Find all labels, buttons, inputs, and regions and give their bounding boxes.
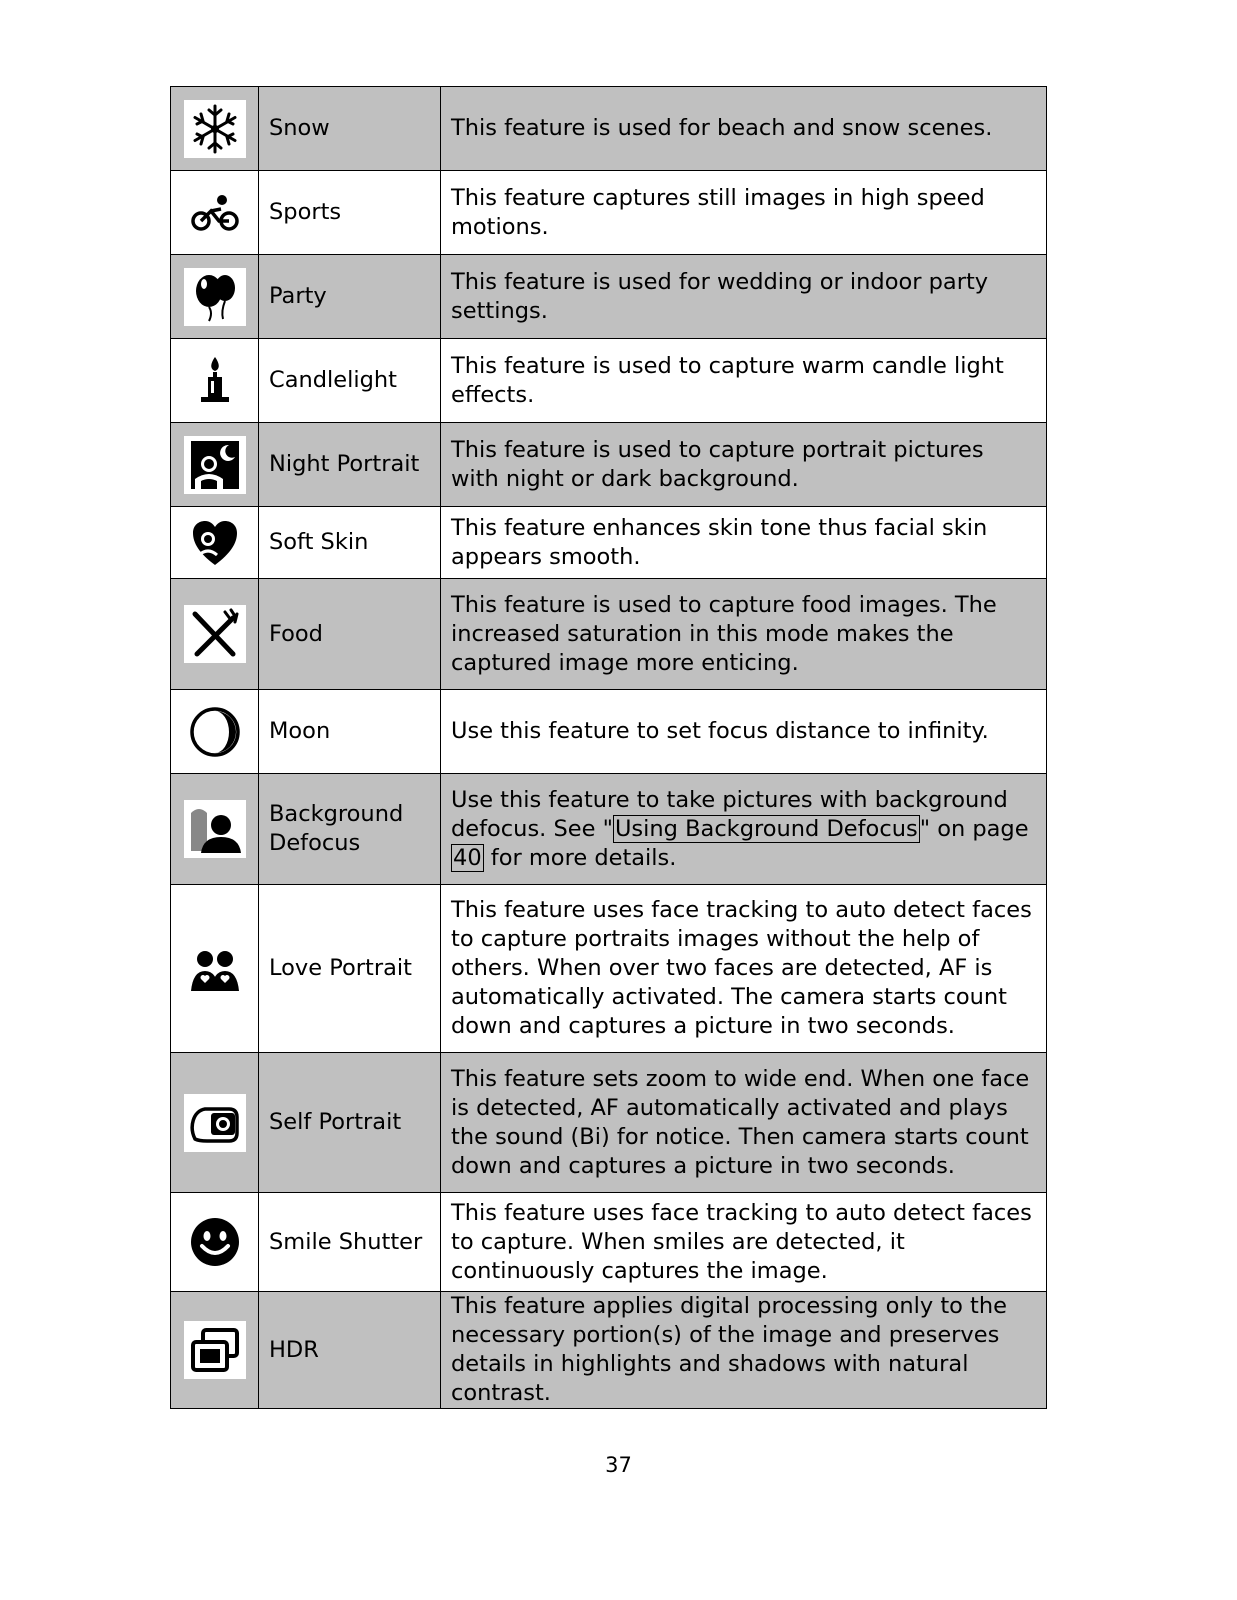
mode-description: This feature uses face tracking to auto detect faces to capture portraits images without the help of others. When over two faces are detected, AF is automatically activated. The camera starts count down and captures a picture in two seconds. — [441, 885, 1047, 1053]
love-portrait-icon — [184, 940, 246, 998]
description-text: Use this feature to take pictures with background defocus. See " — [451, 786, 1008, 842]
mode-name: Party — [259, 255, 441, 339]
cyclist-icon — [184, 184, 246, 242]
mode-description: This feature is used to capture portrait pictures with night or dark background. — [441, 423, 1047, 507]
page-reference-link[interactable]: 40 — [453, 844, 482, 871]
mode-name: Snow — [259, 87, 441, 171]
soft-skin-icon — [184, 514, 246, 572]
table-row — [171, 1053, 1047, 1193]
mode-name: Candlelight — [259, 339, 441, 423]
table-row — [171, 1193, 1047, 1292]
mode-name: Moon — [259, 690, 441, 774]
snowflake-icon — [184, 100, 246, 158]
mode-name: Night Portrait — [259, 423, 441, 507]
night-portrait-icon — [184, 436, 246, 494]
mode-description: This feature uses face tracking to auto detect faces to capture. When smiles are detected, it continuously captures the image. — [441, 1193, 1047, 1292]
background-defocus-icon — [184, 800, 246, 858]
table-row — [171, 579, 1047, 690]
balloons-icon — [184, 268, 246, 326]
candle-icon — [184, 352, 246, 410]
smile-icon — [184, 1213, 246, 1271]
mode-description — [441, 774, 1047, 885]
table-row — [171, 690, 1047, 774]
mode-name: Sports — [259, 171, 441, 255]
mode-description: This feature is used for wedding or indoor party settings. — [441, 255, 1047, 339]
page-number: 37 — [605, 1453, 632, 1477]
table-row — [171, 1292, 1047, 1409]
mode-description: This feature is used to capture food images. The increased saturation in this mode makes the captured image more enticing. — [441, 579, 1047, 690]
fork-knife-icon — [184, 605, 246, 663]
table-row — [171, 507, 1047, 579]
mode-description: Use this feature to set focus distance to infinity. — [441, 690, 1047, 774]
mode-name: Soft Skin — [259, 507, 441, 579]
mode-description: This feature applies digital processing only to the necessary portion(s) of the image and preserves details in highlights and shadows with natural contrast. — [441, 1292, 1047, 1409]
table-row — [171, 423, 1047, 507]
mode-name: Self Portrait — [259, 1053, 441, 1193]
mode-description: This feature is used for beach and snow scenes. — [441, 87, 1047, 171]
mode-name: Love Portrait — [259, 885, 441, 1053]
table-row — [171, 774, 1047, 885]
mode-description: This feature is used to capture warm candle light effects. — [441, 339, 1047, 423]
mode-name: Smile Shutter — [259, 1193, 441, 1292]
table-row — [171, 171, 1047, 255]
moon-icon — [184, 703, 246, 761]
mode-name: HDR — [259, 1292, 441, 1409]
mode-name: Food — [259, 579, 441, 690]
mode-description: This feature sets zoom to wide end. When one face is detected, AF automatically activated and plays the sound (Bi) for notice. Then camera starts count down and captures a picture in two seconds. — [441, 1053, 1047, 1193]
self-portrait-icon — [184, 1094, 246, 1152]
mode-description: This feature captures still images in high speed motions. — [441, 171, 1047, 255]
cross-reference-link[interactable]: Using Background Defocus — [614, 815, 918, 842]
hdr-icon — [184, 1321, 246, 1379]
table-row — [171, 87, 1047, 171]
table-row — [171, 339, 1047, 423]
scene-mode-table — [170, 86, 1047, 1409]
description-text: " on page — [919, 815, 1029, 842]
mode-name: Background Defocus — [259, 774, 441, 885]
description-text: for more details. — [483, 844, 677, 871]
table-row — [171, 885, 1047, 1053]
mode-description: This feature enhances skin tone thus facial skin appears smooth. — [441, 507, 1047, 579]
table-row — [171, 255, 1047, 339]
